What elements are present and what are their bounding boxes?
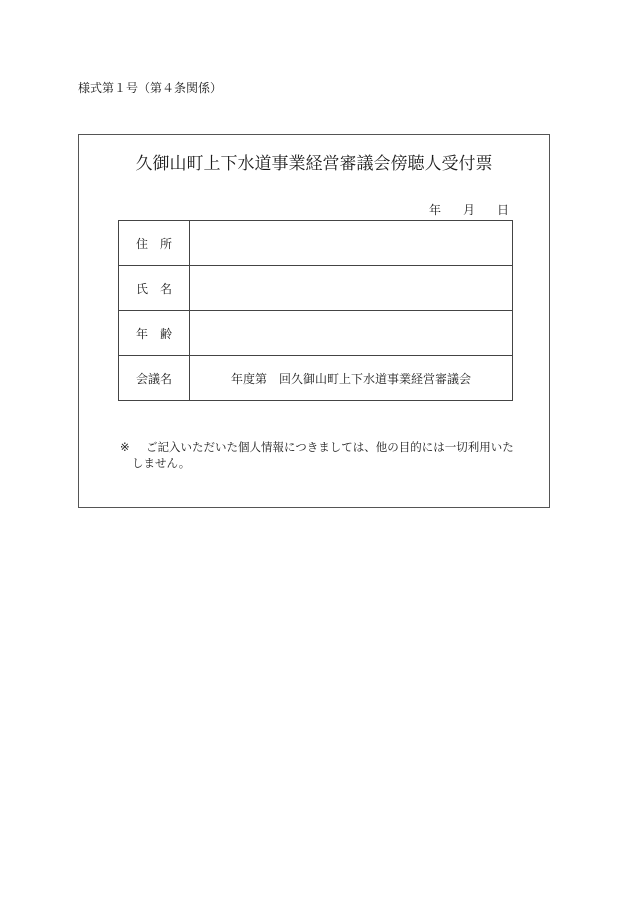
privacy-note	[120, 439, 520, 471]
age-field[interactable]	[190, 311, 513, 356]
form-number: 様式第１号（第４条関係）	[78, 81, 223, 95]
meeting-label: 会議名	[119, 356, 190, 401]
note-line-2: しません。	[132, 456, 191, 470]
note-mark: ※	[120, 440, 130, 454]
reception-form-frame	[78, 134, 550, 508]
name-label: 氏 名	[119, 266, 190, 311]
address-field[interactable]	[190, 221, 513, 266]
note-line-1: ご記入いただいた個人情報につきましては、他の目的には一切利用いた	[146, 440, 514, 454]
date-year: 年	[428, 203, 441, 217]
date-month: 月	[462, 203, 475, 217]
table-row-meeting	[119, 356, 513, 401]
meeting-field[interactable]: 年度第 回久御山町上下水道事業経営審議会	[190, 356, 513, 401]
address-label: 住 所	[119, 221, 190, 266]
entry-table	[118, 220, 513, 401]
date-day: 日	[496, 203, 509, 217]
table-row-address	[119, 221, 513, 266]
table-row-age	[119, 311, 513, 356]
name-field[interactable]	[190, 266, 513, 311]
age-label: 年 齢	[119, 311, 190, 356]
date-line	[429, 202, 509, 218]
form-title: 久御山町上下水道事業経営審議会傍聴人受付票	[135, 154, 493, 174]
table-row-name	[119, 266, 513, 311]
